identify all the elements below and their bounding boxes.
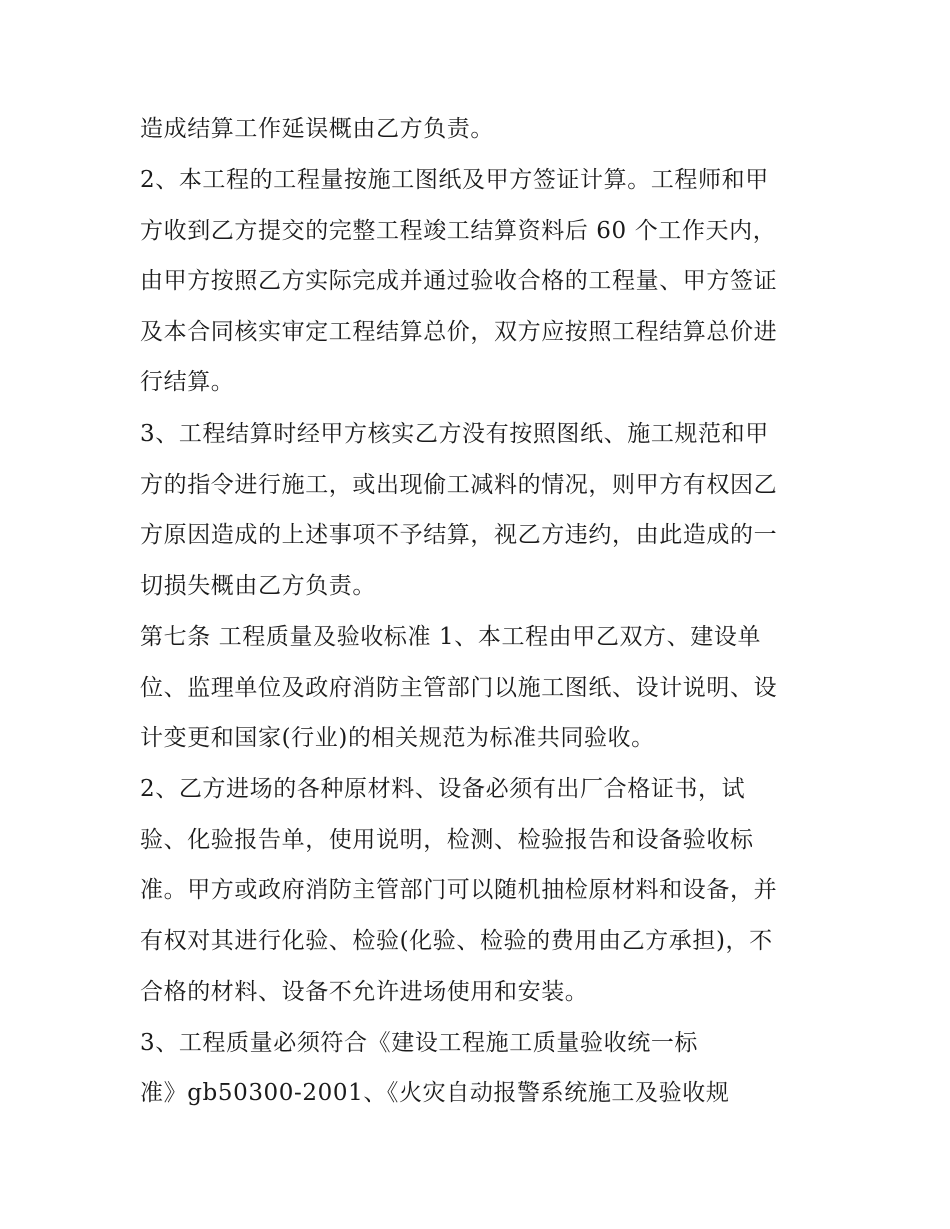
- text-line-2: 2、本工程的工程量按施工图纸及甲方签证计算。工程师和甲: [140, 167, 769, 193]
- text-line-4: 由甲方按照乙方实际完成并通过验收合格的工程量、甲方签证: [140, 268, 778, 294]
- text-line-7: 3、工程结算时经甲方核实乙方没有按照图纸、施工规范和甲: [140, 421, 769, 447]
- text-line-9: 方原因造成的上述事项不予结算，视乙方违约，由此造成的一: [140, 522, 778, 548]
- text-line-1: 造成结算工作延误概由乙方负责。: [140, 116, 494, 142]
- text-line-13: 计变更和国家(行业)的相关规范为标准共同验收。: [140, 725, 655, 751]
- text-line-19: 3、工程质量必须符合《建设工程施工质量验收统一标: [140, 1030, 699, 1056]
- text-line-10: 切损失概由乙方负责。: [140, 573, 376, 599]
- text-line-14: 2、乙方进场的各种原材料、设备必须有出厂合格证书，试: [140, 776, 746, 802]
- text-line-11: 第七条 工程质量及验收标准 1、本工程由甲乙双方、建设单: [140, 624, 762, 650]
- text-line-12: 位、监理单位及政府消防主管部门以施工图纸、设计说明、设: [140, 675, 778, 701]
- text-line-17: 有权对其进行化验、检验(化验、检验的费用由乙方承担)，不: [140, 928, 773, 954]
- text-line-6: 行结算。: [140, 369, 235, 395]
- text-line-15: 验、化验报告单，使用说明，检测、检验报告和设备验收标: [140, 827, 754, 853]
- text-line-18: 合格的材料、设备不允许进场使用和安装。: [140, 979, 589, 1005]
- text-line-20: 准》gb50300-2001、《火灾自动报警系统施工及验收规: [140, 1080, 730, 1106]
- text-line-3: 方收到乙方提交的完整工程竣工结算资料后 60 个工作天内，: [140, 218, 777, 244]
- text-line-5: 及本合同核实审定工程结算总价，双方应按照工程结算总价进: [140, 319, 778, 345]
- text-line-8: 方的指令进行施工，或出现偷工减料的情况，则甲方有权因乙: [140, 472, 778, 498]
- text-line-16: 准。甲方或政府消防主管部门可以随机抽检原材料和设备，并: [140, 877, 778, 903]
